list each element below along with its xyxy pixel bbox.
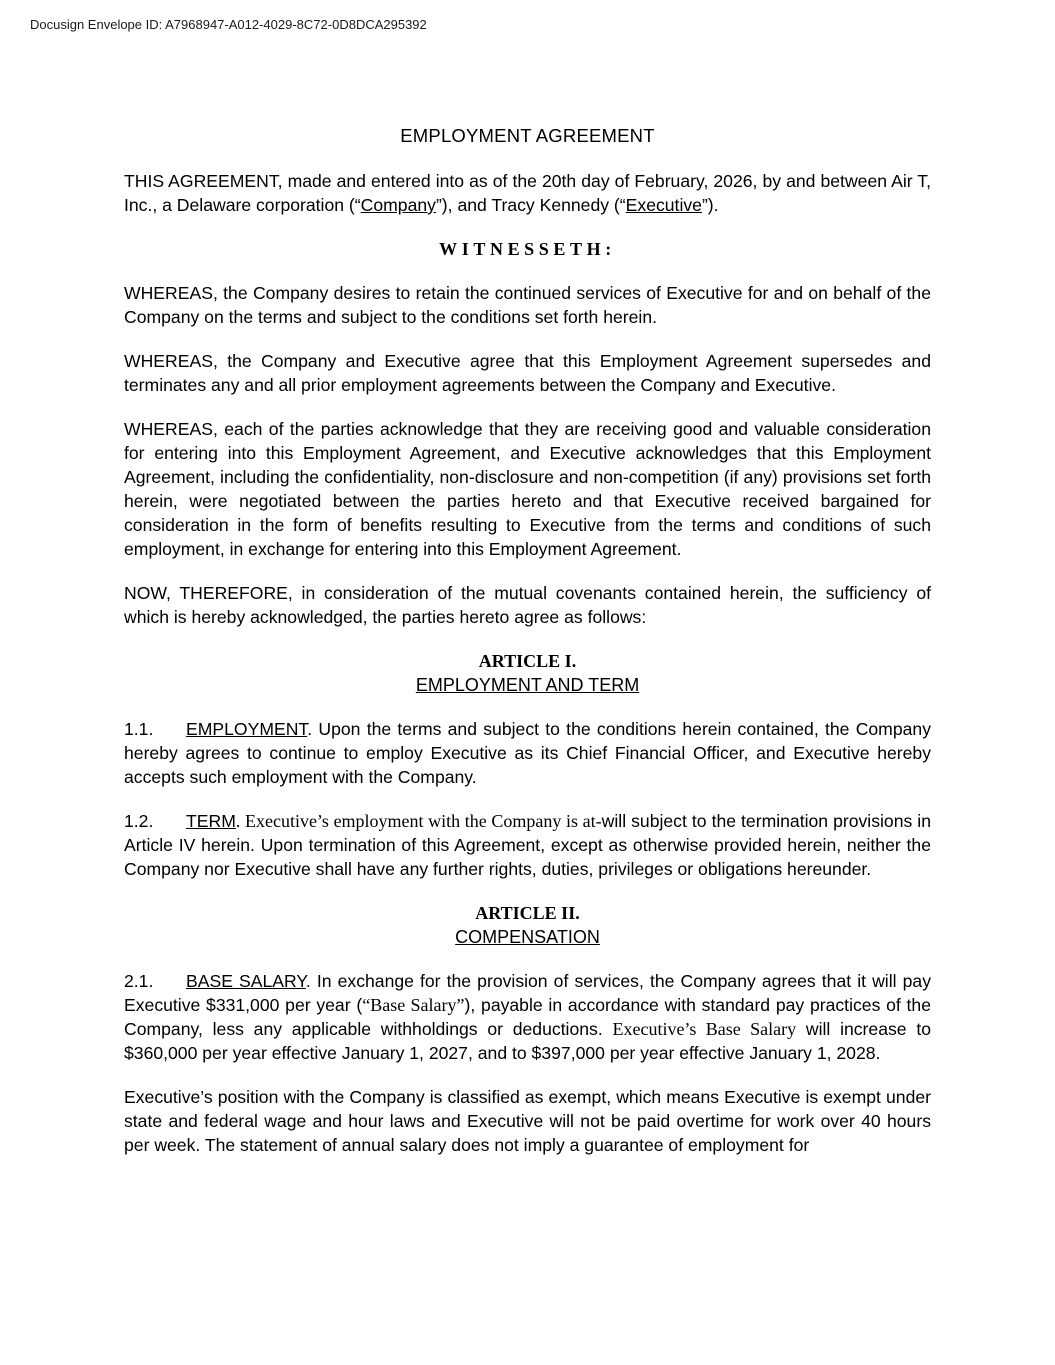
company-defined-term: Company (360, 195, 436, 215)
document-title: EMPLOYMENT AGREEMENT (400, 125, 655, 146)
recital-paragraph: WHEREAS, each of the parties acknowledge that they are receiving good and valuable consideration for entering into this Employment Agreement, and Executive acknowledges that this Employment Agreement, including the confidentiality, non-disclosure and non-competition (if any) provisions set forth herein, were negotiated between the parties hereto and that Executive received bargained for consideration in the form of benefits resulting to Executive from the terms and conditions of such employment, in exchange for entering into this Employment Agreement. (124, 419, 931, 559)
section-heading: EMPLOYMENT (186, 719, 308, 739)
docusign-envelope-id: Docusign Envelope ID: A7968947-A012-4029-8C72-0D8DCA295392 (30, 17, 427, 32)
article-number: ARTICLE I. (478, 651, 577, 671)
section-1-1: 1.1. EMPLOYMENT. Upon the terms and subject to the conditions herein contained, the Company hereby agrees to continue to employ Executive as its Chief Financial Officer, and Executive hereby accepts such employment with the Company. (124, 719, 931, 787)
exempt-status-paragraph: Executive’s position with the Company is classified as exempt, which means Executive is exempt under state and federal wage and hour laws and Executive will not be paid overtime for work over 40 hours per week. The statement of annual salary does not imply a guarantee of employment for (124, 1087, 931, 1155)
recital-paragraph: WHEREAS, the Company and Executive agree that this Employment Agreement supersedes and terminates any and all prior employment agreements between the Company and Executive. (124, 351, 931, 395)
article-number: ARTICLE II. (475, 903, 580, 923)
witnesseth-heading: WITNESSETH: (439, 239, 616, 259)
section-heading: TERM (186, 811, 236, 831)
executive-defined-term: Executive (625, 195, 702, 215)
article-title: COMPENSATION (455, 927, 600, 947)
article-1-heading (124, 649, 931, 697)
now-therefore-paragraph: NOW, THEREFORE, in consideration of the mutual covenants contained herein, the sufficiency of which is hereby acknowledged, the parties hereto agree as follows: (124, 583, 931, 627)
article-title: EMPLOYMENT AND TERM (415, 675, 640, 695)
section-number: 1.1. (124, 719, 154, 739)
section-2-1: 2.1. BASE SALARY. In exchange for the provision of services, the Company agrees that it will pay Executive $331,000 per year (“Base Salary”), payable in accordance with standard pay practices of the Company, less any applicable withholdings or deductions. Executive’s Base Salary will increase to $360,000 per year effective January 1, 2027, and to $397,000 per year effective January 1, 2028. (124, 971, 932, 1063)
article-2-heading (124, 901, 931, 949)
recital-paragraph: WHEREAS, the Company desires to retain the continued services of Executive for and on behalf of the Company on the terms and subject to the conditions set forth herein. (124, 283, 931, 327)
section-number: 1.2. (124, 811, 154, 831)
section-number: 2.1. (124, 971, 154, 991)
section-1-2: 1.2. TERM. Executive’s employment with the Company is at-will subject to the termination provisions in Article IV herein. Upon termination of this Agreement, except as otherwise provided herein, neither the Company nor Executive shall have any further rights, duties, privileges or obligations hereunder. (124, 811, 931, 879)
agreement-page (124, 124, 931, 1177)
section-heading: BASE SALARY (186, 971, 306, 991)
intro-paragraph: THIS AGREEMENT, made and entered into as of the 20th day of February, 2026, by and between Air T, Inc., a Delaware corporation (“Company”), and Tracy Kennedy (“Executive”). (124, 171, 931, 215)
